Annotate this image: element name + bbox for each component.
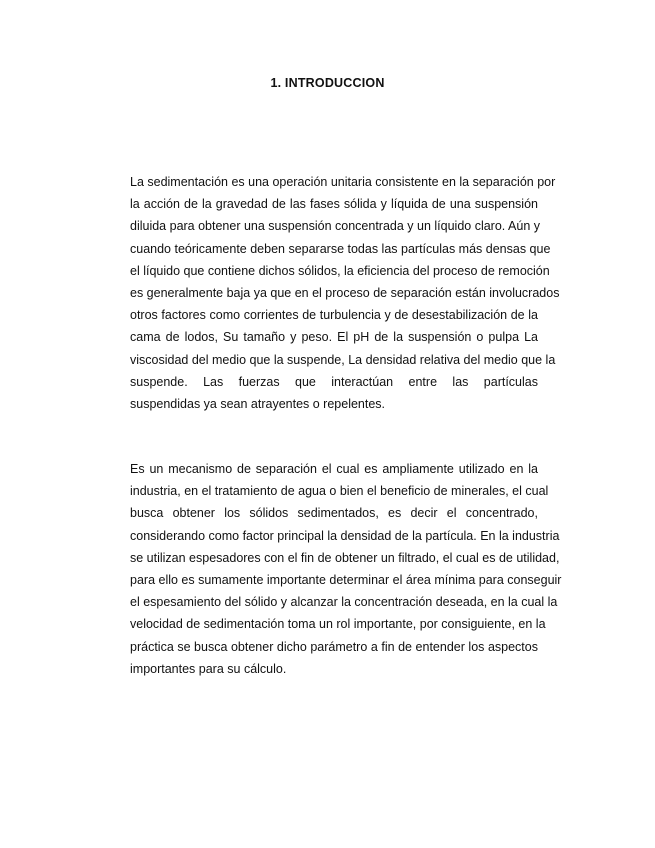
- paragraph-line: viscosidad del medio que la suspende, La densidad relativa del medio que la: [130, 352, 556, 367]
- paragraph-line: velocidad de sedimentación toma un rol importante, por consiguiente, en la: [130, 617, 546, 632]
- paragraph-line: la acción de la gravedad de las fases sólida y líquida de una suspensión: [130, 197, 538, 212]
- paragraph-line: práctica se busca obtener dicho parámetro a fin de entender los aspectos: [130, 639, 538, 654]
- paragraph-line: importantes para su cálculo.: [130, 661, 287, 676]
- paragraph-line: otros factores como corrientes de turbulencia y de desestabilización de la: [130, 308, 538, 323]
- paragraph-line: suspende. Las fuerzas que interactúan entre las partículas: [130, 374, 538, 389]
- paragraph-line: es generalmente baja ya que en el proceso de separación están involucrados: [130, 285, 560, 300]
- paragraph-line: el espesamiento del sólido y alcanzar la concentración deseada, en la cual la: [130, 595, 558, 610]
- paragraph-1: [130, 171, 560, 415]
- paragraph-line: cama de lodos, Su tamaño y peso. El pH de la suspensión o pulpa La: [130, 330, 538, 345]
- paragraph-line: para ello es sumamente importante determinar el área mínima para conseguir: [130, 572, 562, 587]
- paragraph-line: busca obtener los sólidos sedimentados, es decir el concentrado,: [130, 506, 538, 521]
- paragraph-line: el líquido que contiene dichos sólidos, la eficiencia del proceso de remoción: [130, 263, 550, 278]
- section-title: 1. INTRODUCCION: [270, 76, 385, 90]
- paragraph-line: diluida para obtener una suspensión concentrada y un líquido claro. Aún y: [130, 219, 541, 234]
- paragraph-line: cuando teóricamente deben separarse todas las partículas más densas que: [130, 241, 551, 256]
- paragraph-line: se utilizan espesadores con el fin de obtener un filtrado, el cual es de utilidad,: [130, 550, 560, 565]
- paragraph-line: suspendidas ya sean atrayentes o repelentes.: [130, 396, 386, 411]
- paragraph-2: [130, 458, 562, 680]
- paragraph-line: Es un mecanismo de separación el cual es ampliamente utilizado en la: [130, 462, 538, 476]
- paragraph-line: industria, en el tratamiento de agua o bien el beneficio de minerales, el cual: [130, 484, 549, 499]
- paragraph-line: La sedimentación es una operación unitaria consistente en la separación por: [130, 175, 556, 189]
- paragraph-line: considerando como factor principal la densidad de la partícula. En la industria: [130, 528, 560, 543]
